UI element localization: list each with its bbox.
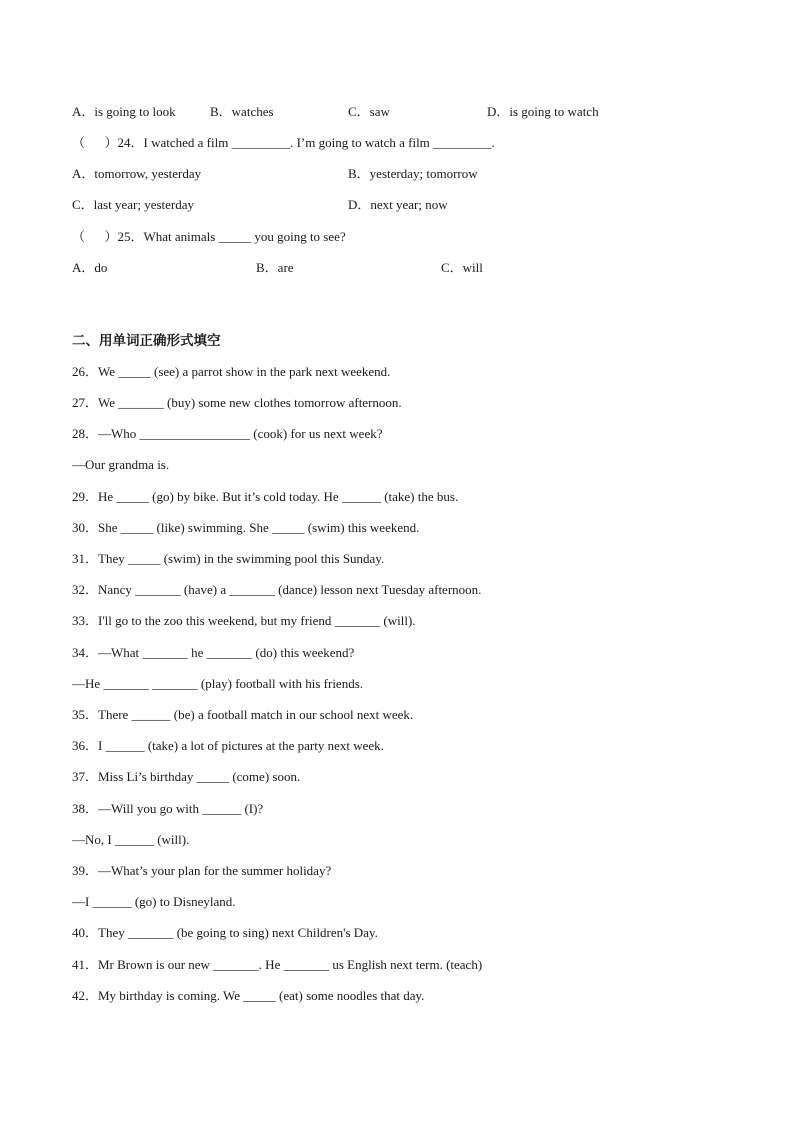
item-41: 41．Mr Brown is our new _______. He _______ us English next term. (teach): [72, 957, 483, 972]
q23-option-d: D．is going to watch: [487, 104, 599, 119]
item-35: 35．There ______ (be) a football match in our school next week.: [72, 707, 414, 722]
item-34: 34．—What _______ he _______ (do) this weekend?: [72, 645, 355, 660]
q23-option-c: C．saw: [348, 104, 390, 119]
item-27: 27．We _______ (buy) some new clothes tomorrow afternoon.: [72, 395, 402, 410]
item-31: 31．They _____ (swim) in the swimming pool this Sunday.: [72, 551, 385, 566]
item-34-answer: —He _______ _______ (play) football with his friends.: [72, 676, 364, 691]
item-29: 29．He _____ (go) by bike. But it’s cold today. He ______ (take) the bus.: [72, 489, 459, 504]
q24-option-d: D．next year; now: [348, 197, 448, 212]
item-40: 40．They _______ (be going to sing) next Children's Day.: [72, 925, 378, 940]
q24-option-b: B．yesterday; tomorrow: [348, 166, 478, 181]
q24-option-a: A．tomorrow, yesterday: [72, 166, 202, 181]
item-36: 36．I ______ (take) a lot of pictures at the party next week.: [72, 738, 384, 753]
item-37: 37．Miss Li’s birthday _____ (come) soon.: [72, 769, 301, 784]
q25-option-b: B．are: [256, 260, 294, 275]
q25-stem: （ ）25．What animals _____ you going to see?: [72, 229, 346, 244]
q23-option-b: B．watches: [210, 104, 274, 119]
item-28-answer: —Our grandma is.: [72, 457, 170, 472]
item-32: 32．Nancy _______ (have) a _______ (dance) lesson next Tuesday afternoon.: [72, 582, 482, 597]
item-39: 39．—What’s your plan for the summer holiday?: [72, 863, 332, 878]
item-30: 30．She _____ (like) swimming. She _____ (swim) this weekend.: [72, 520, 420, 535]
item-42: 42．My birthday is coming. We _____ (eat) some noodles that day.: [72, 988, 425, 1003]
q24-option-c: C．last year; yesterday: [72, 197, 195, 212]
item-33: 33．I'll go to the zoo this weekend, but my friend _______ (will).: [72, 613, 416, 628]
item-38: 38．—Will you go with ______ (I)?: [72, 801, 264, 816]
item-26: 26．We _____ (see) a parrot show in the park next weekend.: [72, 364, 391, 379]
section-title: 二、用单词正确形式填空: [72, 333, 221, 349]
q25-option-a: A．do: [72, 260, 108, 275]
item-38-answer: —No, I ______ (will).: [72, 832, 190, 847]
q23-option-a: A．is going to look: [72, 104, 176, 119]
item-39-answer: —I ______ (go) to Disneyland.: [72, 894, 236, 909]
q25-option-c: C．will: [441, 260, 483, 275]
item-28: 28．—Who _________________ (cook) for us next week?: [72, 426, 383, 441]
q24-stem: （ ）24．I watched a film _________. I’m going to watch a film _________.: [72, 135, 495, 150]
